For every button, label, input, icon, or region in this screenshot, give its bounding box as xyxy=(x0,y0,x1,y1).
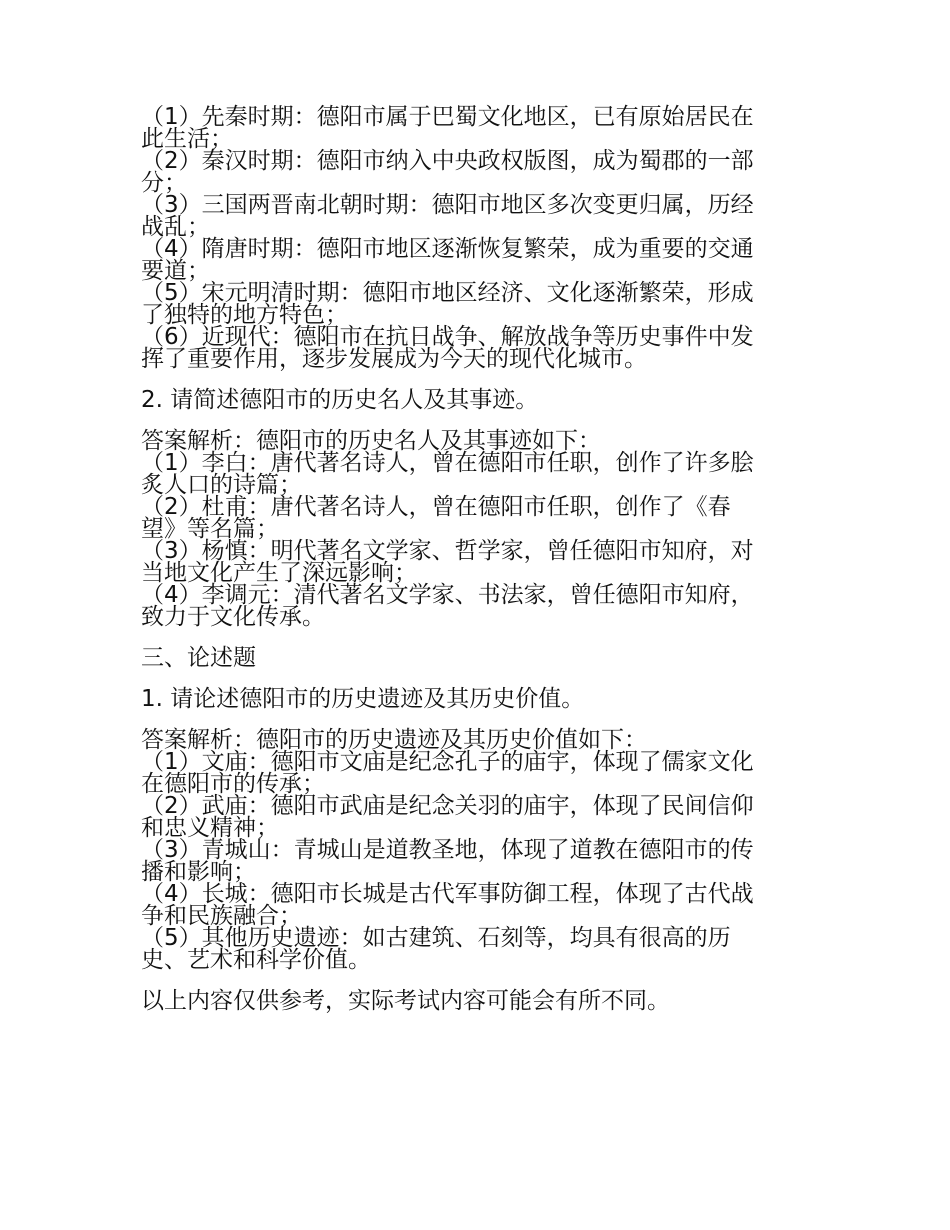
question-2: 2. 请简述德阳市的历史名人及其事迹。 xyxy=(141,387,539,413)
list-item xyxy=(141,326,821,370)
closing-note: 以上内容仅供参考，实际考试内容可能会有所不同。 xyxy=(141,988,670,1014)
list-item xyxy=(141,238,821,282)
list-item-line: 在德阳市的传承； xyxy=(141,771,325,797)
list-item xyxy=(141,150,821,194)
list-item-line: 争和民族融合； xyxy=(141,903,302,929)
history-periods-list xyxy=(141,106,821,370)
list-item-line: 播和影响； xyxy=(141,859,256,885)
list-item xyxy=(141,584,821,628)
list-item xyxy=(141,194,821,238)
list-item-line: （3）三国两晋南北朝时期：德阳市地区多次变更归属，历经 xyxy=(141,192,754,218)
list-item-line: （4）隋唐时期：德阳市地区逐渐恢复繁荣，成为重要的交通 xyxy=(141,236,754,262)
list-item-line: （3）青城山：青城山是道教圣地，体现了道教在德阳市的传 xyxy=(141,837,754,863)
list-item-line: 要道； xyxy=(141,258,210,284)
section-3-heading: 三、论述题 xyxy=(141,645,256,671)
list-item xyxy=(141,839,821,883)
list-item xyxy=(141,751,821,795)
list-item-line: 分； xyxy=(141,170,187,196)
list-item-line: （4）长城：德阳市长城是古代军事防御工程，体现了古代战 xyxy=(141,881,754,907)
list-item xyxy=(141,795,821,839)
list-item-line: （6）近现代：德阳市在抗日战争、解放战争等历史事件中发 xyxy=(141,324,754,350)
list-item xyxy=(141,496,821,540)
list-item-line: （4）李调元：清代著名文学家、书法家，曾任德阳市知府， xyxy=(141,582,754,608)
list-item-line: （1）李白：唐代著名诗人，曾在德阳市任职，创作了许多脍 xyxy=(141,450,754,476)
list-item-line: 战乱； xyxy=(141,214,210,240)
answer-intro: 答案解析：德阳市的历史名人及其事迹如下： xyxy=(141,428,601,454)
section-3-question-1: 1. 请论述德阳市的历史遗迹及其历史价值。 xyxy=(141,686,585,712)
list-item-line: 了独特的地方特色； xyxy=(141,302,348,328)
list-item xyxy=(141,282,821,326)
question-2-answer xyxy=(141,430,821,628)
list-item-line: 和忠义精神； xyxy=(141,815,279,841)
list-item-line: 致力于文化传承。 xyxy=(141,604,325,630)
document-body xyxy=(141,106,821,1012)
list-item xyxy=(141,927,821,971)
section-3-answer xyxy=(141,729,821,971)
list-item-line: 当地文化产生了深远影响； xyxy=(141,560,417,586)
list-item-line: （2）杜甫：唐代著名诗人，曾在德阳市任职，创作了《春 xyxy=(141,494,731,520)
list-item-line: （2）秦汉时期：德阳市纳入中央政权版图，成为蜀郡的一部 xyxy=(141,148,754,174)
list-item xyxy=(141,452,821,496)
list-item xyxy=(141,540,821,584)
list-item-line: 此生活； xyxy=(141,126,233,152)
list-item-line: 挥了重要作用，逐步发展成为今天的现代化城市。 xyxy=(141,346,647,372)
list-item-line: （1）文庙：德阳市文庙是纪念孔子的庙宇，体现了儒家文化 xyxy=(141,749,754,775)
list-item-line: （1）先秦时期：德阳市属于巴蜀文化地区，已有原始居民在 xyxy=(141,104,754,130)
list-item xyxy=(141,106,821,150)
list-item-line: 史、艺术和科学价值。 xyxy=(141,947,371,973)
list-item xyxy=(141,883,821,927)
list-item-line: （3）杨慎：明代著名文学家、哲学家，曾任德阳市知府，对 xyxy=(141,538,754,564)
list-item-line: 望》等名篇； xyxy=(141,516,279,542)
list-item-line: （5）其他历史遗迹：如古建筑、石刻等，均具有很高的历 xyxy=(141,925,731,951)
list-item-line: （2）武庙：德阳市武庙是纪念关羽的庙宇，体现了民间信仰 xyxy=(141,793,754,819)
list-item-line: 炙人口的诗篇； xyxy=(141,472,302,498)
list-item-line: （5）宋元明清时期：德阳市地区经济、文化逐渐繁荣，形成 xyxy=(141,280,754,306)
answer-intro: 答案解析：德阳市的历史遗迹及其历史价值如下： xyxy=(141,727,647,753)
